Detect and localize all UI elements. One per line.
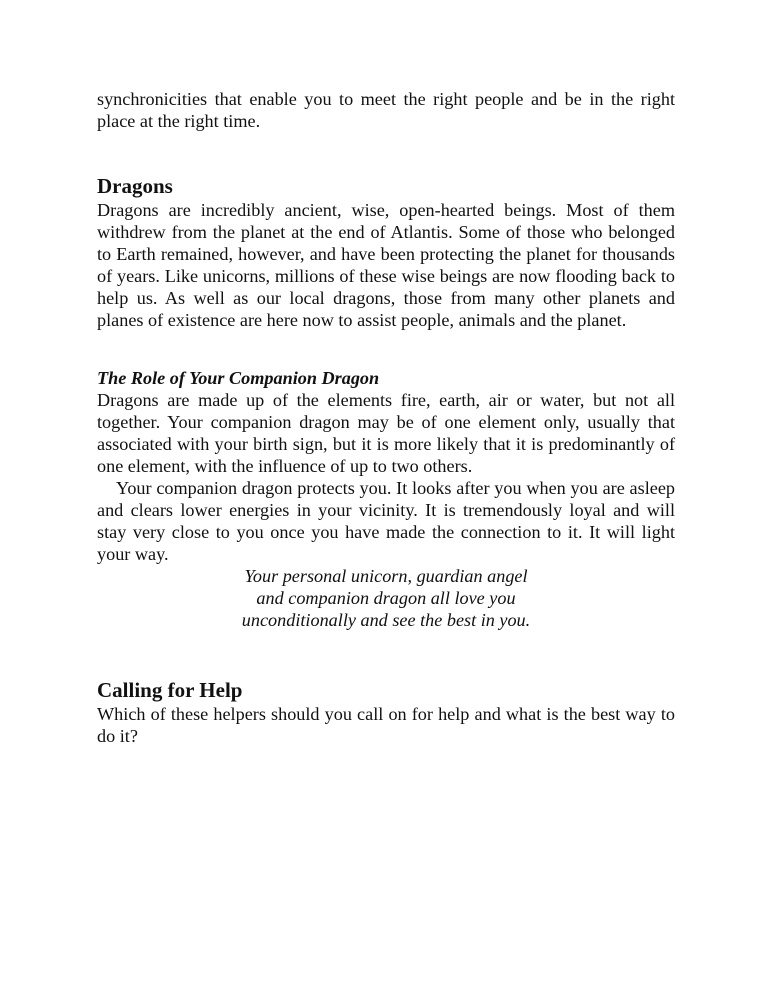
companion-dragon-heading: The Role of Your Companion Dragon — [97, 368, 380, 388]
companion-paragraph-2: Your companion dragon protects you. It looks after you when you are asleep and clears lower energies in your vicinity. It is tremendously loyal and will stay very close to you once you have made the connection to it. It will light your way. — [97, 478, 675, 564]
companion-paragraph-1: Dragons are made up of the elements fire, earth, air or water, but not all together. Your companion dragon may be of one element only, usually that associated with your birth sign, but it is more likely that it is predominantly of one element, with the influence of up to two others. — [97, 390, 675, 476]
dragons-heading: Dragons — [97, 174, 173, 198]
highlight-quote — [97, 565, 675, 631]
calling-for-help-paragraph: Which of these helpers should you call on for help and what is the best way to do it? — [97, 704, 675, 746]
intro-paragraph: synchronicities that enable you to meet the right people and be in the right place at the right time. — [97, 89, 675, 131]
document-page — [97, 88, 675, 747]
quote-line-2: and companion dragon all love you — [256, 588, 516, 608]
calling-for-help-heading: Calling for Help — [97, 678, 243, 702]
dragons-paragraph: Dragons are incredibly ancient, wise, open-hearted beings. Most of them withdrew from the planet at the end of Atlantis. Some of those who belonged to Earth remained, however, and have been protecting the planet for thousands of years. Like unicorns, millions of these wise beings are now flooding back to help us. As well as our local dragons, those from many other planets and planes of existence are here now to assist people, animals and the planet. — [97, 200, 675, 330]
quote-line-1: Your personal unicorn, guardian angel — [244, 566, 528, 586]
quote-line-3: unconditionally and see the best in you. — [241, 610, 531, 630]
